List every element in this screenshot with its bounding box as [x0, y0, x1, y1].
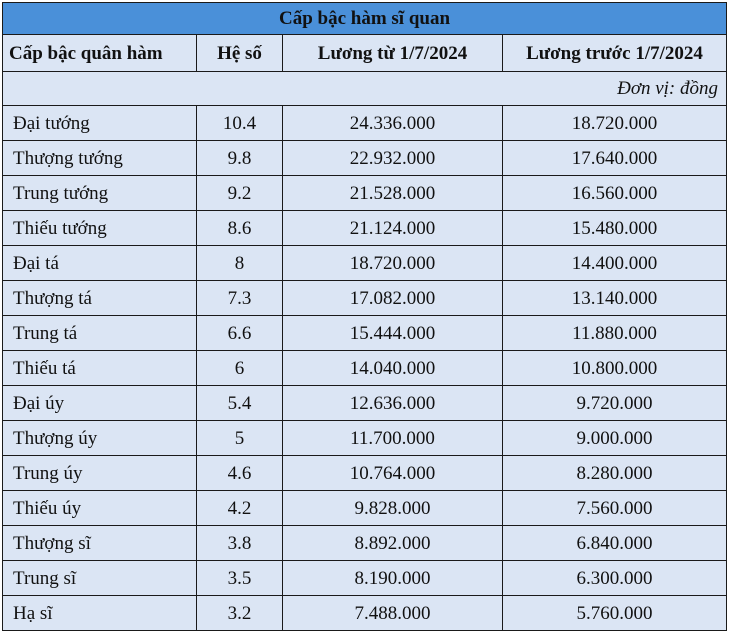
salary-from-cell: 21.124.000 — [283, 211, 503, 246]
rank-cell: Thượng úy — [3, 421, 197, 456]
table-row — [3, 491, 727, 526]
coefficient-cell: 8 — [197, 246, 283, 281]
salary-before-cell: 7.560.000 — [503, 491, 727, 526]
salary-from-cell: 14.040.000 — [283, 351, 503, 386]
rank-cell: Đại úy — [3, 386, 197, 421]
coefficient-cell: 3.2 — [197, 596, 283, 631]
rank-cell: Hạ sĩ — [3, 596, 197, 631]
table-row — [3, 561, 727, 596]
rank-cell: Thượng sĩ — [3, 526, 197, 561]
coefficient-cell: 8.6 — [197, 211, 283, 246]
unit-note: Đơn vị: đồng — [3, 72, 727, 106]
table-row — [3, 176, 727, 211]
rank-cell: Thiếu tướng — [3, 211, 197, 246]
salary-from-cell: 11.700.000 — [283, 421, 503, 456]
salary-before-cell: 17.640.000 — [503, 141, 727, 176]
rank-cell: Thượng tướng — [3, 141, 197, 176]
salary-from-cell: 12.636.000 — [283, 386, 503, 421]
salary-table-container — [2, 2, 726, 631]
salary-from-cell: 24.336.000 — [283, 106, 503, 141]
table-row — [3, 351, 727, 386]
salary-from-cell: 15.444.000 — [283, 316, 503, 351]
header-row — [3, 35, 727, 72]
rank-cell: Thiếu tá — [3, 351, 197, 386]
salary-from-cell: 7.488.000 — [283, 596, 503, 631]
table-row — [3, 386, 727, 421]
table-row — [3, 316, 727, 351]
salary-before-cell: 6.840.000 — [503, 526, 727, 561]
table-row — [3, 421, 727, 456]
salary-from-cell: 8.190.000 — [283, 561, 503, 596]
salary-before-cell: 14.400.000 — [503, 246, 727, 281]
rank-cell: Trung sĩ — [3, 561, 197, 596]
salary-from-cell: 9.828.000 — [283, 491, 503, 526]
salary-before-cell: 18.720.000 — [503, 106, 727, 141]
coefficient-cell: 4.6 — [197, 456, 283, 491]
salary-before-cell: 6.300.000 — [503, 561, 727, 596]
coefficient-cell: 4.2 — [197, 491, 283, 526]
salary-from-cell: 22.932.000 — [283, 141, 503, 176]
rank-cell: Trung úy — [3, 456, 197, 491]
unit-row — [3, 72, 727, 106]
salary-before-cell: 11.880.000 — [503, 316, 727, 351]
rank-cell: Thiếu úy — [3, 491, 197, 526]
coefficient-cell: 9.2 — [197, 176, 283, 211]
header-rank: Cấp bậc quân hàm — [3, 35, 197, 72]
table-row — [3, 596, 727, 631]
coefficient-cell: 3.8 — [197, 526, 283, 561]
salary-from-cell: 8.892.000 — [283, 526, 503, 561]
table-row — [3, 526, 727, 561]
salary-before-cell: 9.000.000 — [503, 421, 727, 456]
table-row — [3, 456, 727, 491]
rank-cell: Đại tướng — [3, 106, 197, 141]
salary-before-cell: 13.140.000 — [503, 281, 727, 316]
salary-from-cell: 17.082.000 — [283, 281, 503, 316]
salary-before-cell: 16.560.000 — [503, 176, 727, 211]
salary-before-cell: 8.280.000 — [503, 456, 727, 491]
coefficient-cell: 5 — [197, 421, 283, 456]
salary-from-cell: 10.764.000 — [283, 456, 503, 491]
header-salary-before: Lương trước 1/7/2024 — [503, 35, 727, 72]
table-title: Cấp bậc hàm sĩ quan — [3, 3, 727, 35]
rank-cell: Thượng tá — [3, 281, 197, 316]
coefficient-cell: 6 — [197, 351, 283, 386]
rank-cell: Đại tá — [3, 246, 197, 281]
table-row — [3, 106, 727, 141]
header-coefficient: Hệ số — [197, 35, 283, 72]
rank-cell: Trung tá — [3, 316, 197, 351]
salary-table — [2, 2, 727, 631]
salary-from-cell: 18.720.000 — [283, 246, 503, 281]
salary-before-cell: 10.800.000 — [503, 351, 727, 386]
coefficient-cell: 3.5 — [197, 561, 283, 596]
table-row — [3, 281, 727, 316]
table-row — [3, 141, 727, 176]
title-row — [3, 3, 727, 35]
table-row — [3, 211, 727, 246]
coefficient-cell: 9.8 — [197, 141, 283, 176]
salary-before-cell: 9.720.000 — [503, 386, 727, 421]
salary-before-cell: 15.480.000 — [503, 211, 727, 246]
salary-before-cell: 5.760.000 — [503, 596, 727, 631]
header-salary-from: Lương từ 1/7/2024 — [283, 35, 503, 72]
coefficient-cell: 10.4 — [197, 106, 283, 141]
coefficient-cell: 7.3 — [197, 281, 283, 316]
coefficient-cell: 5.4 — [197, 386, 283, 421]
table-row — [3, 246, 727, 281]
coefficient-cell: 6.6 — [197, 316, 283, 351]
rank-cell: Trung tướng — [3, 176, 197, 211]
salary-from-cell: 21.528.000 — [283, 176, 503, 211]
